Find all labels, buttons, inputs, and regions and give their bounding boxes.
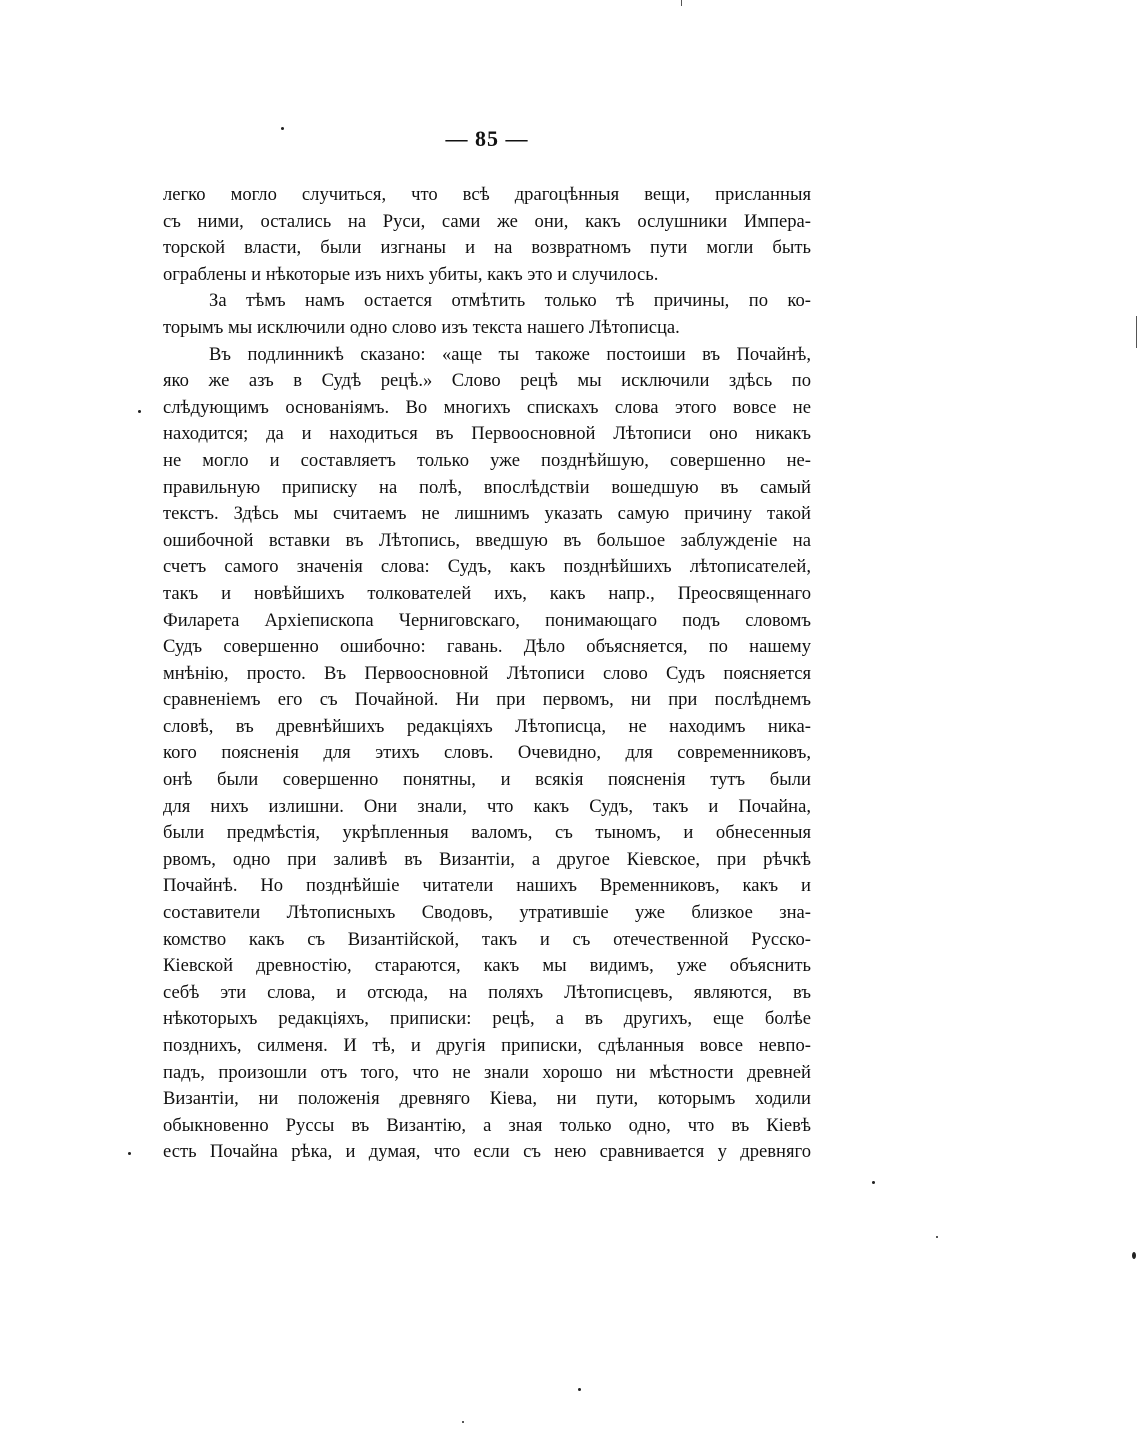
scan-speck xyxy=(578,1388,581,1391)
page-number: — 85 — xyxy=(445,126,529,151)
text-line xyxy=(163,1166,811,1193)
text-line: комство какъ съ Византійской, такъ и съ отечественной Русско- xyxy=(163,928,811,950)
text-line: онѣ были совершенно понятны, и всякія поясненія тутъ были xyxy=(163,769,811,791)
scan-speck xyxy=(462,1421,464,1423)
scan-speck xyxy=(872,1181,875,1184)
text-line: Филарета Архіепископа Черниговскаго, понимающаго подъ словомъ xyxy=(163,609,811,631)
text-line: находится; да и находиться въ Первоосновной Лѣтописи оно никакъ xyxy=(163,423,811,445)
text-line: Византіи, ни положенія древняго Кіева, ни пути, которымъ ходили xyxy=(163,1088,811,1110)
text-line: правильную приписку на полѣ, впослѣдствіи вошедшую въ самый xyxy=(163,476,811,498)
text-line: счетъ самого значенія слова: Судъ, какъ позднѣйшихъ лѣтописателей, xyxy=(163,556,811,578)
text-line: не могло и составляетъ только уже позднѣйшую, совершенно не- xyxy=(163,449,811,471)
scan-speck xyxy=(281,127,284,130)
text-line: легко могло случиться, что всѣ драгоцѣнныя вещи, присланныя xyxy=(163,184,811,205)
text-line xyxy=(163,1219,811,1246)
text-line: были предмѣстія, укрѣпленныя валомъ, съ тыномъ, и обнесенныя xyxy=(163,822,811,844)
paragraph xyxy=(163,342,811,1246)
text-line: мнѣнію, просто. Въ Первоосновной Лѣтописи слово Судъ поясняется xyxy=(163,662,811,684)
scan-speck xyxy=(936,1236,938,1238)
text-line: Почайнѣ. Но позднѣйшіе читатели нашихъ Временниковъ, какъ и xyxy=(163,875,811,897)
scan-speck xyxy=(128,1152,131,1155)
text-line xyxy=(163,1193,811,1220)
paragraph xyxy=(163,182,811,288)
text-line: кого поясненія для этихъ словъ. Очевидно, для современниковъ, xyxy=(163,742,811,764)
text-line: нѣкоторыхъ редакціяхъ, приписки: рецѣ, а въ другихъ, еще болѣе xyxy=(163,1008,811,1030)
text-line: яко же азъ в Судѣ рецѣ.» Слово рецѣ мы исключили здѣсь по xyxy=(163,370,811,392)
text-line: обыкновенно Руссы въ Византію, а зная только одно, что въ Кіевѣ xyxy=(163,1114,811,1136)
text-line: За тѣмъ намъ остается отмѣтить только тѣ причины, по ко- xyxy=(209,290,811,312)
scan-edge-mark xyxy=(1136,316,1137,348)
scan-speck xyxy=(138,410,141,413)
text-line: себѣ эти слова, и отсюда, на поляхъ Лѣтописцевъ, являются, въ xyxy=(163,981,811,1003)
text-line: есть Почайна рѣка, и думая, что если съ нею сравнивается у древняго xyxy=(163,1141,811,1163)
text-line: такъ и новѣйшихъ толкователей ихъ, какъ напр., Преосвященнаго xyxy=(163,582,811,604)
scan-speck xyxy=(1132,1252,1136,1259)
text-line: съ ними, остались на Руси, сами же они, какъ ослушники Импера- xyxy=(163,210,811,232)
text-line: торымъ мы исключили одно слово изъ текста нашего Лѣтописца. xyxy=(163,316,680,338)
paragraph xyxy=(163,288,811,341)
text-line: Судъ совершенно ошибочно: гавань. Дѣло объясняется, по нашему xyxy=(163,636,811,658)
text-line: позднихъ, силменя. И тѣ, и другія приписки, сдѣланныя вовсе невпо- xyxy=(163,1035,811,1056)
text-line: сравненіемъ его съ Почайной. Ни при первомъ, ни при послѣднемъ xyxy=(163,689,811,711)
body-text xyxy=(163,182,811,1246)
text-line: ошибочной вставки въ Лѣтопись, введшую въ большое заблужденіе на xyxy=(163,529,811,551)
text-line: ограблены и нѣкоторые изъ нихъ убиты, какъ это и случилось. xyxy=(163,263,659,285)
text-line: слѣдующимъ основаніямъ. Во многихъ спискахъ слова этого вовсе не xyxy=(163,396,811,418)
text-line: составители Лѣтописныхъ Сводовъ, утратившіе уже близкое зна- xyxy=(163,902,811,924)
text-line: торской власти, были изгнаны и на возвратномъ пути могли быть xyxy=(163,237,811,259)
scan-edge-mark xyxy=(681,0,682,6)
text-line: Въ подлинникѣ сказано: «аще ты такоже постоиши въ Почайнѣ, xyxy=(209,343,811,365)
text-line: для нихъ излишни. Они знали, что какъ Судъ, такъ и Почайна, xyxy=(163,795,811,817)
text-line: словѣ, въ древнѣйшихъ редакціяхъ Лѣтописца, не находимъ ника- xyxy=(163,715,811,737)
text-line: Кіевской древностію, стараются, какъ мы видимъ, уже объяснить xyxy=(163,955,811,977)
text-line: падъ, произошли отъ того, что не знали хорошо ни мѣстности древней xyxy=(163,1061,811,1083)
text-line: текстъ. Здѣсь мы считаемъ не лишнимъ указать самую причину такой xyxy=(163,503,811,525)
text-line: рвомъ, одно при заливѣ въ Византіи, а другое Кіевское, при рѣчкѣ xyxy=(163,848,811,870)
